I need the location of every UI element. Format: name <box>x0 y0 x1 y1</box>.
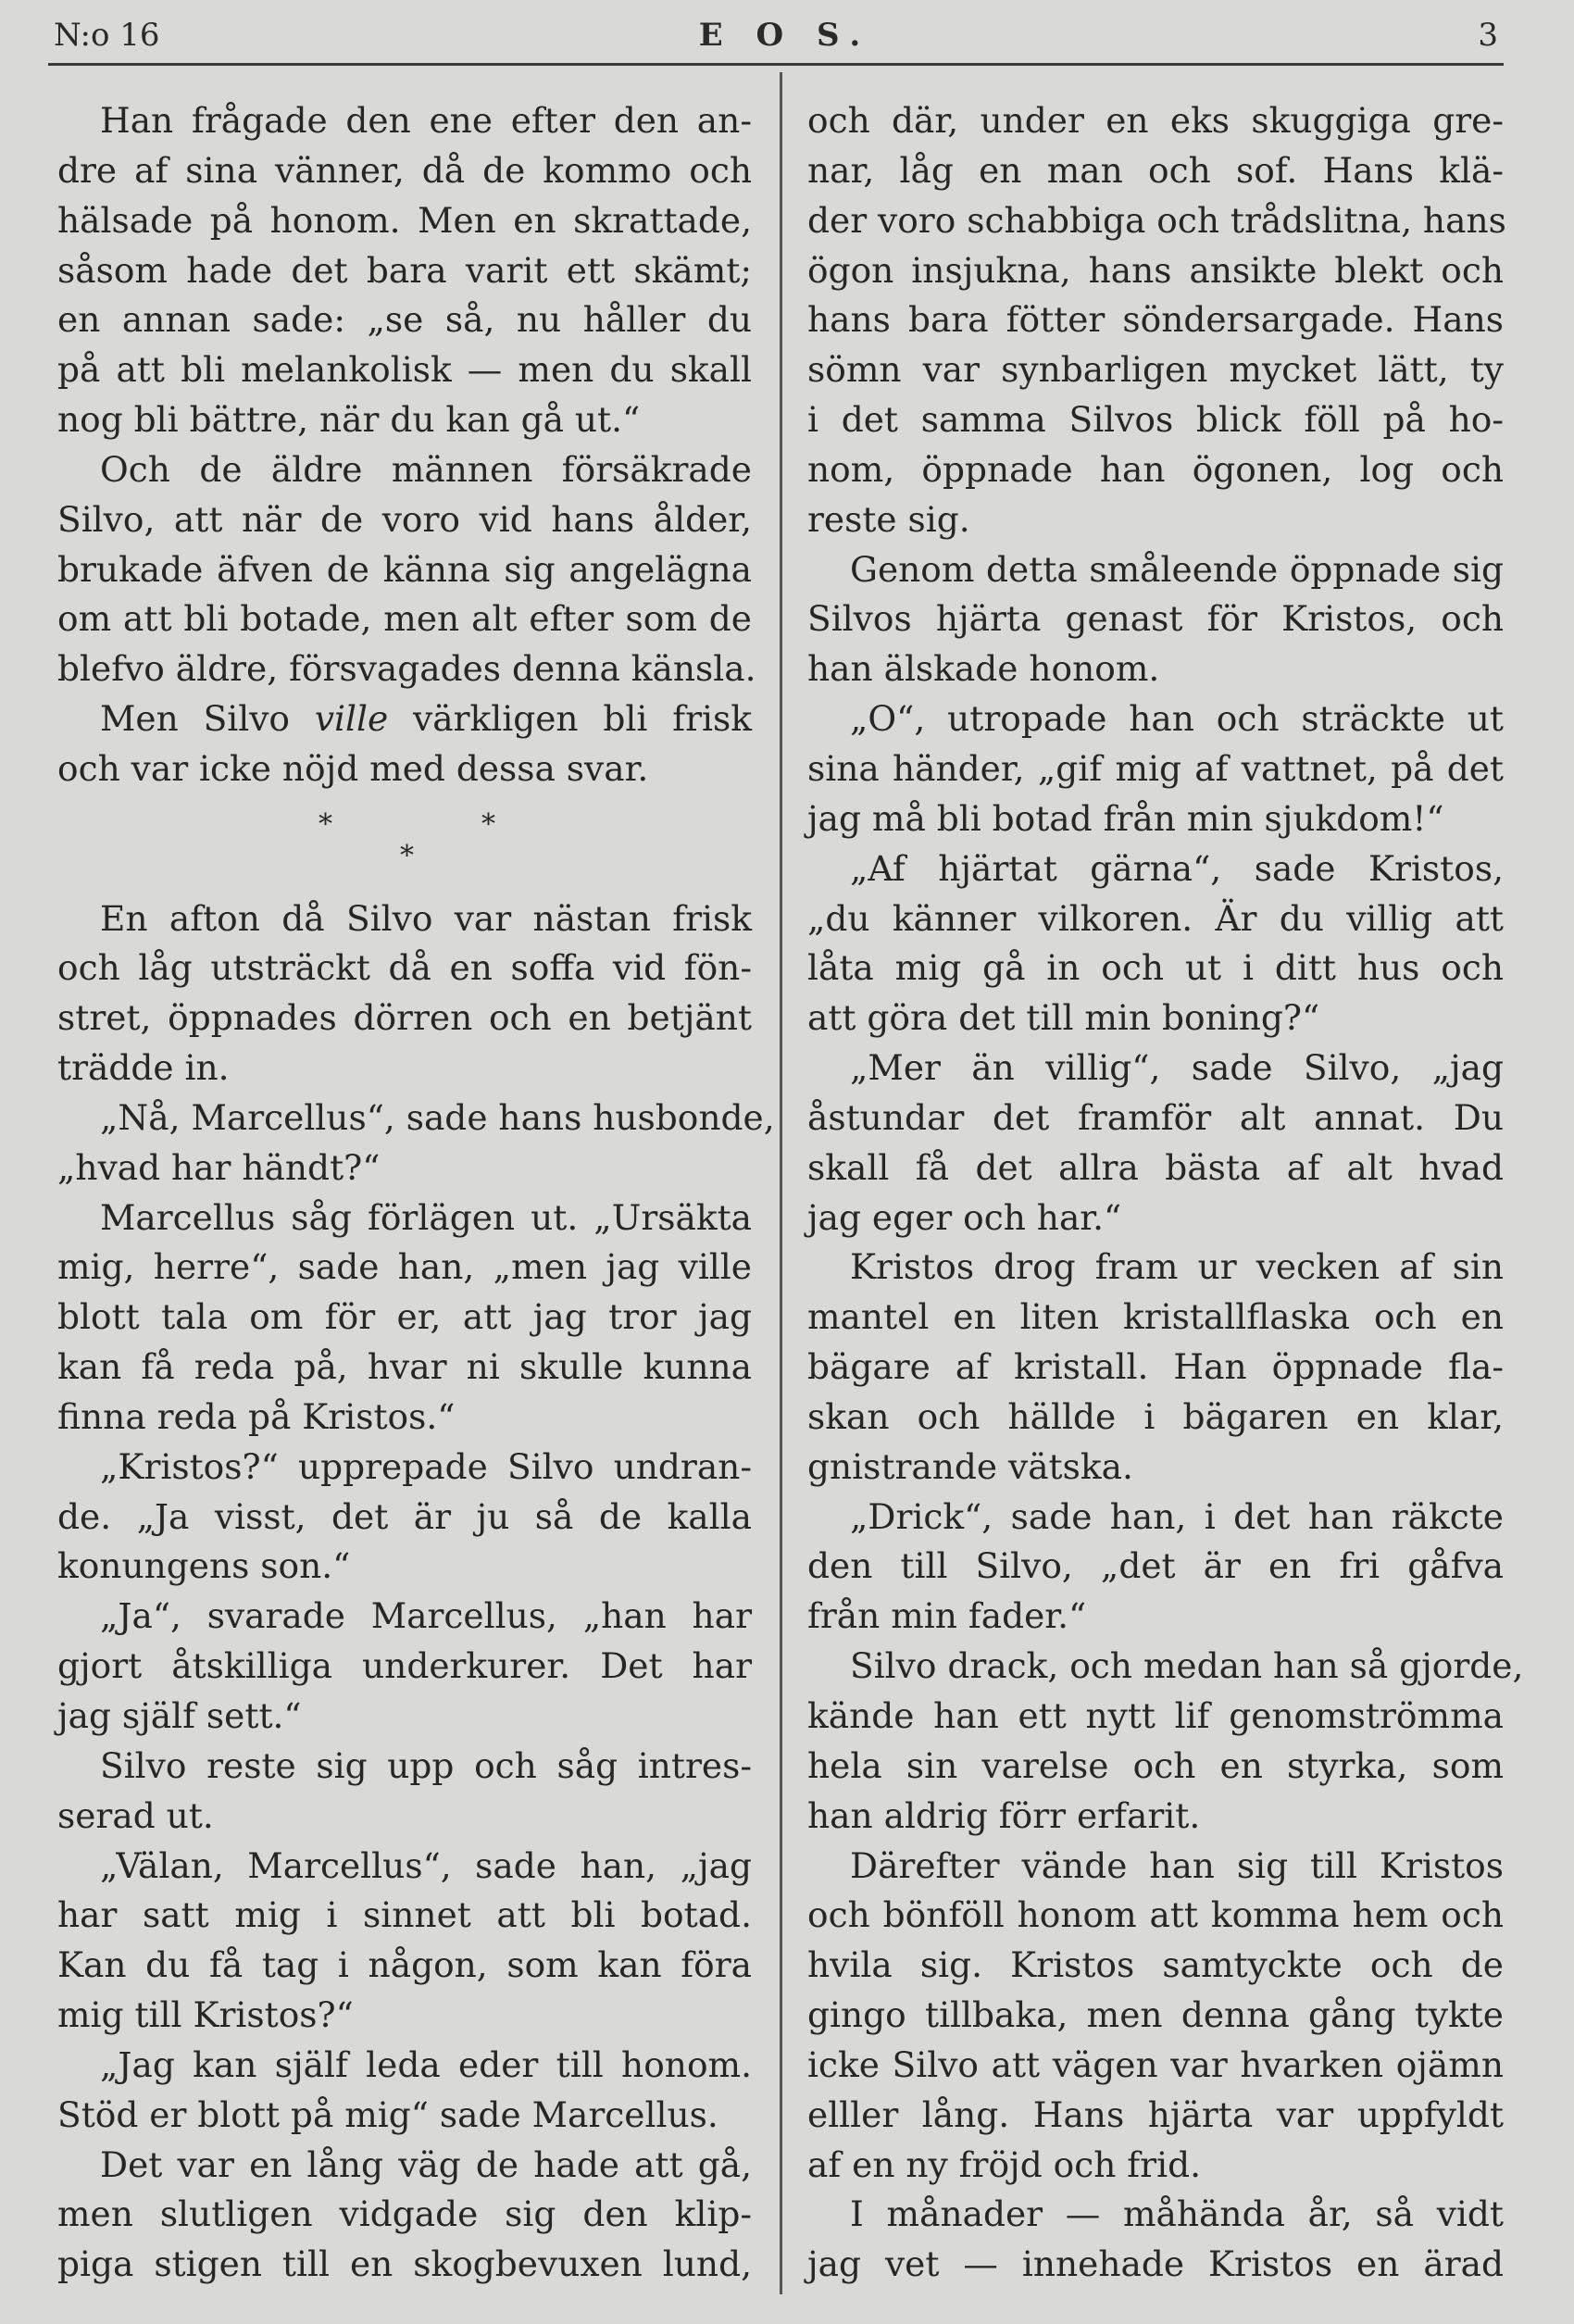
text-line: mantel en liten kristallflaska och en <box>807 1296 1504 1338</box>
issue-number: N:o 16 <box>54 17 160 54</box>
text-line: kände han ett nytt lif genomströmma <box>807 1695 1504 1736</box>
section-break-stars <box>57 794 752 894</box>
text-line: skall få det allra bästa af alt hvad <box>807 1146 1504 1188</box>
text-line: I månader — måhända år, så vidt <box>850 2193 1504 2235</box>
text-line: jag själf sett.“ <box>57 1695 302 1736</box>
header-rule <box>48 63 1504 66</box>
text-line: „Jag kan själf leda eder till honom. <box>100 2043 752 2085</box>
text-line: nom, öppnade han ögonen, log och <box>807 448 1504 490</box>
text-line: Det var en lång väg de hade att gå, <box>100 2143 752 2185</box>
text-line: bägare af kristall. Han öppnade fla- <box>807 1346 1504 1388</box>
text-line: piga stigen till en skogbevuxen lund, <box>57 2243 752 2285</box>
text-line: sina händer, „gif mig af vattnet, på det <box>807 747 1504 789</box>
text-line: blott tala om för er, att jag tror jag <box>57 1296 752 1338</box>
emphasized-word: ville <box>314 698 389 740</box>
text-line: Silvo, att när de voro vid hans ålder, <box>57 498 752 540</box>
text-line: Och de äldre männen försäkrade <box>100 448 752 490</box>
text-line: hvila sig. Kristos samtyckte och de <box>807 1944 1504 1986</box>
text-line: att göra det till min boning?“ <box>807 997 1320 1039</box>
text-line: „O“, utropade han och sträckte ut <box>850 698 1504 740</box>
text-line: han aldrig förr erfarit. <box>807 1794 1201 1836</box>
text-line: stret, öppnades dörren och en betjänt <box>57 997 752 1039</box>
text-line: nog bli bättre, när du kan gå ut.“ <box>57 399 641 441</box>
text-line: och bönföll honom att komma hem och <box>807 1894 1504 1936</box>
text-line: Marcellus såg förlägen ut. „Ursäkta <box>100 1196 752 1238</box>
text-line: jag må bli botad från min sjukdom!“ <box>807 797 1444 839</box>
text-line: om att bli botade, men alt efter som de <box>57 598 752 640</box>
text-line: den till Silvo, „det är en fri gåfva <box>807 1545 1504 1587</box>
text-line: finna reda på Kristos.“ <box>57 1395 456 1437</box>
text-line: låta mig gå in och ut i ditt hus och <box>807 947 1504 989</box>
text-line: Men Silvo ville värkligen bli frisk <box>100 698 753 740</box>
right-column <box>807 96 1524 2290</box>
text-line: en annan sade: „se så, nu håller du <box>57 299 752 341</box>
text-line: åstundar det framför alt annat. Du <box>807 1096 1504 1138</box>
text-line: kan få reda på, hvar ni skulle kunna <box>57 1346 752 1388</box>
text-line: ögon insjukna, hans ansikte blekt och <box>807 249 1504 291</box>
text-line: „Mer än villig“, sade Silvo, „jag <box>850 1047 1504 1089</box>
section-star: * <box>400 839 414 872</box>
text-line: mig till Kristos?“ <box>57 1994 354 2036</box>
text-line: elller lång. Hans hjärta var uppfyldt <box>807 2093 1504 2135</box>
text-line: dre af sina vänner, då de kommo och <box>57 149 752 191</box>
text-line: „Välan, Marcellus“, sade han, „jag <box>100 1844 752 1886</box>
text-line: hans bara fötter söndersargade. Hans <box>807 299 1504 341</box>
text-line: brukade äfven de känna sig angelägna <box>57 548 752 590</box>
text-line: gnistrande vätska. <box>807 1445 1133 1487</box>
text-line: Därefter vände han sig till Kristos <box>850 1844 1504 1886</box>
text-line: i det samma Silvos blick föll på ho- <box>807 399 1504 441</box>
text-line: Silvo drack, och medan han så gjorde, <box>850 1645 1524 1687</box>
text-line: han älskade honom. <box>807 648 1160 690</box>
text-line: skan och hällde i bägaren en klar, <box>807 1395 1504 1437</box>
text-line: konungens son.“ <box>57 1545 351 1587</box>
text-line: af en ny fröjd och frid. <box>807 2143 1201 2185</box>
text-line: blefvo äldre, försvagades denna känsla. <box>57 648 756 690</box>
text-line: nar, låg en man och sof. Hans klä- <box>807 149 1504 191</box>
text-line: hälsade på honom. Men en skrattade, <box>57 199 752 241</box>
text-line: „Kristos?“ upprepade Silvo undran- <box>100 1445 752 1487</box>
text-line: „hvad har händt?“ <box>57 1146 381 1188</box>
text-line: En afton då Silvo var nästan frisk <box>100 897 752 939</box>
text-line: „Nå, Marcellus“, sade hans husbonde, <box>100 1096 775 1138</box>
text-line: serad ut. <box>57 1794 214 1836</box>
text-line: de. „Ja visst, det är ju så de kalla <box>57 1495 752 1537</box>
text-line: icke Silvo att vägen var hvarken ojämn <box>807 2043 1504 2085</box>
text-line: „du känner vilkoren. Är du villig att <box>807 897 1504 939</box>
text-line: men slutligen vidgade sig den klip- <box>57 2193 752 2235</box>
text-line: jag eger och har.“ <box>807 1196 1122 1238</box>
section-star: * <box>319 807 332 841</box>
text-line: och där, under en eks skuggiga gre- <box>807 100 1504 141</box>
text-line: trädde in. <box>57 1047 230 1089</box>
page-header <box>54 17 1498 63</box>
text-line: „Af hjärtat gärna“, sade Kristos, <box>850 847 1504 889</box>
text-line: och var icke nöjd med dessa svar. <box>57 747 649 789</box>
periodical-title: E O S. <box>698 17 872 54</box>
text-line: gingo tillbaka, men denna gång tykte <box>807 1994 1504 2036</box>
text-line: och låg utsträckt då en soffa vid fön- <box>57 947 752 989</box>
text-line: från min fader.“ <box>807 1595 1087 1637</box>
text-line: Genom detta småleende öppnade sig <box>850 548 1504 590</box>
text-line: Kan du få tag i någon, som kan föra <box>57 1944 752 1986</box>
section-star: * <box>481 807 495 841</box>
text-line: Han frågade den ene efter den an- <box>100 100 752 141</box>
text-line: mig, herre“, sade han, „men jag ville <box>57 1246 752 1288</box>
column-separator <box>780 72 782 2294</box>
text-line: Stöd er blott på mig“ sade Marcellus. <box>57 2093 718 2135</box>
text-line: „Drick“, sade han, i det han räkcte <box>850 1495 1504 1537</box>
text-line: sömn var synbarligen mycket lätt, ty <box>807 349 1504 391</box>
text-line: reste sig. <box>807 498 970 540</box>
text-line: der voro schabbiga och trådslitna, hans <box>807 199 1506 241</box>
text-line: Kristos drog fram ur vecken af sin <box>850 1246 1504 1288</box>
left-column <box>57 96 775 2290</box>
text-line: har satt mig i sinnet att bli botad. <box>57 1894 752 1936</box>
text-line: „Ja“, svarade Marcellus, „han har <box>100 1595 752 1637</box>
text-line: Silvos hjärta genast för Kristos, och <box>807 598 1504 640</box>
text-line: Silvo reste sig upp och såg intres- <box>100 1744 752 1786</box>
text-line: såsom hade det bara varit ett skämt; <box>57 249 752 291</box>
text-line: på att bli melankolisk — men du skall <box>57 349 752 391</box>
text-line: hela sin varelse och en styrka, som <box>807 1744 1504 1786</box>
text-line: gjort åtskilliga underkurer. Det har <box>57 1645 752 1687</box>
page-number: 3 <box>1478 17 1498 54</box>
text-line: jag vet — innehade Kristos en ärad <box>807 2243 1504 2285</box>
